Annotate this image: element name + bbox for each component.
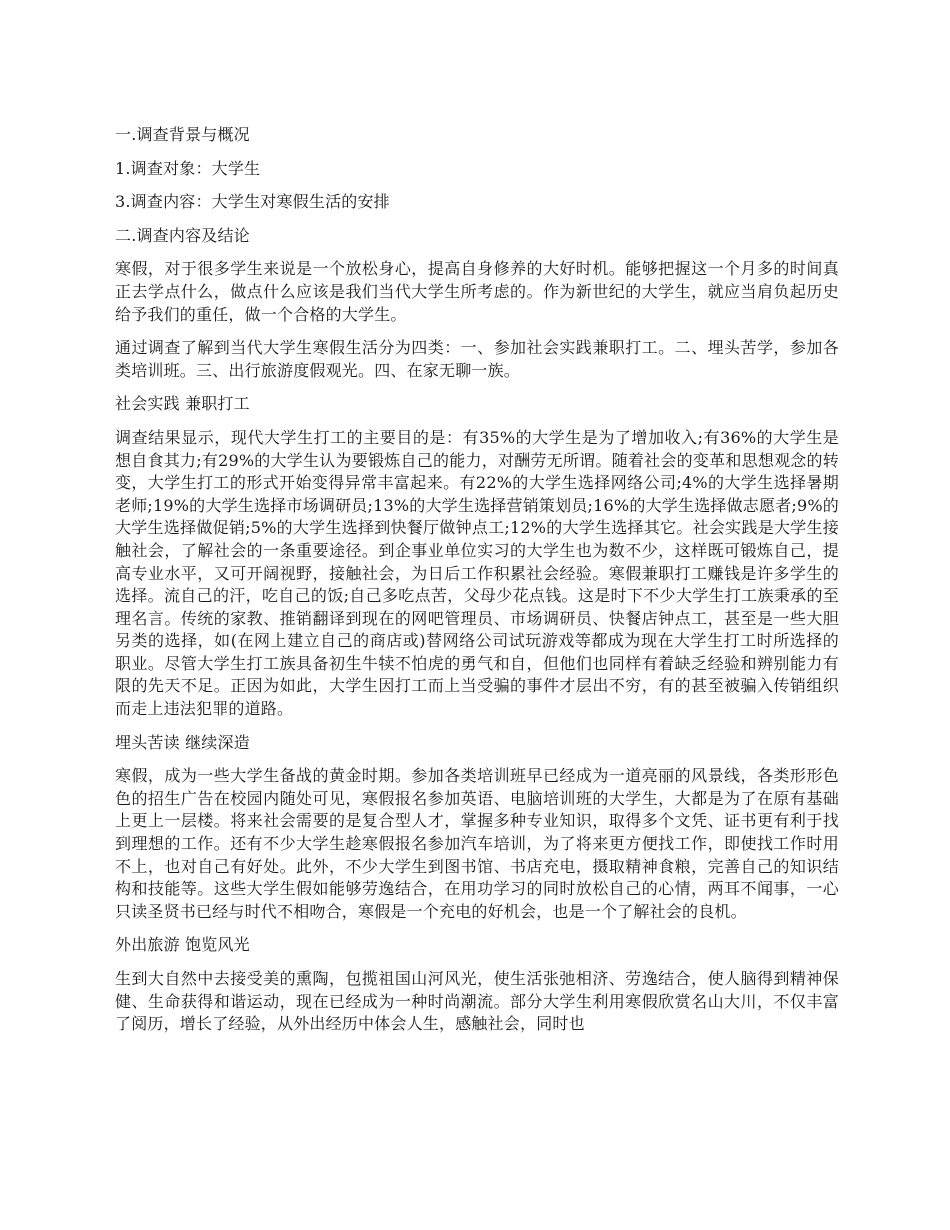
paragraph-study: 寒假，成为一些大学生备战的黄金时期。参加各类培训班早已经成为一道亮丽的风景线，各类形形色色的招生广告在校园内随处可见，寒假报名参加英语、电脑培训班的大学生，大都是为了在原有基础上更上一层楼。将来社会需要的是复合型人才，掌握多种专业知识，取得多个文凭、证书更有利于找到理想的工作。还有不少大学生趁寒假报名参加汽车培训，为了将来更方便找工作，即使找工作时用不上，也对自己有好处。此外，不少大学生到图书馆、书店充电，摄取精神食粮，完善自己的知识结构和技能等。这些大学生假如能够劳逸结合，在用功学习的同时放松自己的心情，两耳不闻事，一心只读圣贤书已经与时代不相吻合，寒假是一个充电的好机会，也是一个了解社会的良机。 [115, 766, 839, 921]
section-heading-content: 二.调查内容及结论 [115, 225, 250, 245]
subheading-travel: 外出旅游 饱览风光 [115, 935, 250, 955]
section-heading-background: 一.调查背景与概况 [115, 125, 250, 144]
survey-subject: 1.调查对象：大学生 [115, 158, 261, 178]
document-page [115, 124, 839, 1047]
subheading-social-practice: 社会实践 兼职打工 [115, 394, 250, 414]
paragraph-social-practice: 调查结果显示，现代大学生打工的主要目的是：有35%的大学生是为了增加收入;有36%的大学生是想自食其力;有29%的大学生认为要锻炼自己的能力，对酬劳无所谓。随着社会的变革和思想观念的转变，大学生打工的形式开始变得异常丰富起来。有22%的大学生选择网络公司;4%的大学生选择暑期老师;19%的大学生选择市场调研员;13%的大学生选择营销策划员;16%的大学生选择做志愿者;9%的大学生选择做促销;5%的大学生选择到快餐厅做钟点工;12%的大学生选择其它。社会实践是大学生接触社会，了解社会的一条重要途径。到企事业单位实习的大学生也为数不少，这样既可锻炼自己，提高专业水平，又可开阔视野，接触社会，为日后工作积累社会经验。寒假兼职打工赚钱是许多学生的选择。流自己的汗，吃自己的饭;自己多吃点苦，父母少花点钱。这是时下不少大学生打工族秉承的至理名言。传统的家教、推销翻译到现在的网吧管理员、市场调研员、快餐店钟点工，甚至是一些大胆另类的选择，如(在网上建立自己的商店或)替网络公司试玩游戏等都成为现在大学生打工时所选择的职业。尽管大学生打工族具备初生牛犊不怕虎的勇气和自，但他们也同样有着缺乏经验和辨别能力有限的先天不足。正因为如此，大学生因打工而上当受骗的事件才层出不穷，有的甚至被骗入传销组织而走上违法犯罪的道路。 [115, 427, 839, 719]
paragraph-intro: 寒假，对于很多学生来说是一个放松身心，提高自身修养的大好时机。能够把握这一个月多的时间真正去学点什么，做点什么应该是我们当代大学生所考虑的。作为新世纪的大学生，就应当肩负起历史给予我们的重任，做一个合格的大学生。 [115, 259, 839, 324]
subheading-study: 埋头苦读 继续深造 [115, 732, 250, 752]
paragraph-categories: 通过调查了解到当代大学生寒假生活分为四类：一、参加社会实践兼职打工。二、埋头苦学，参加各类培训班。三、出行旅游度假观光。四、在家无聊一族。 [115, 338, 839, 380]
paragraph-travel: 生到大自然中去接受美的熏陶，包揽祖国山河风光，使生活张弛相济、劳逸结合，使人脑得到精神保健、生命获得和谐运动，现在已经成为一种时尚潮流。部分大学生利用寒假欣赏名山大川，不仅丰富了阅历，增长了经验，从外出经历中体会人生，感触社会，同时也 [115, 969, 839, 1034]
survey-content: 3.调查内容：大学生对寒假生活的安排 [115, 192, 390, 212]
